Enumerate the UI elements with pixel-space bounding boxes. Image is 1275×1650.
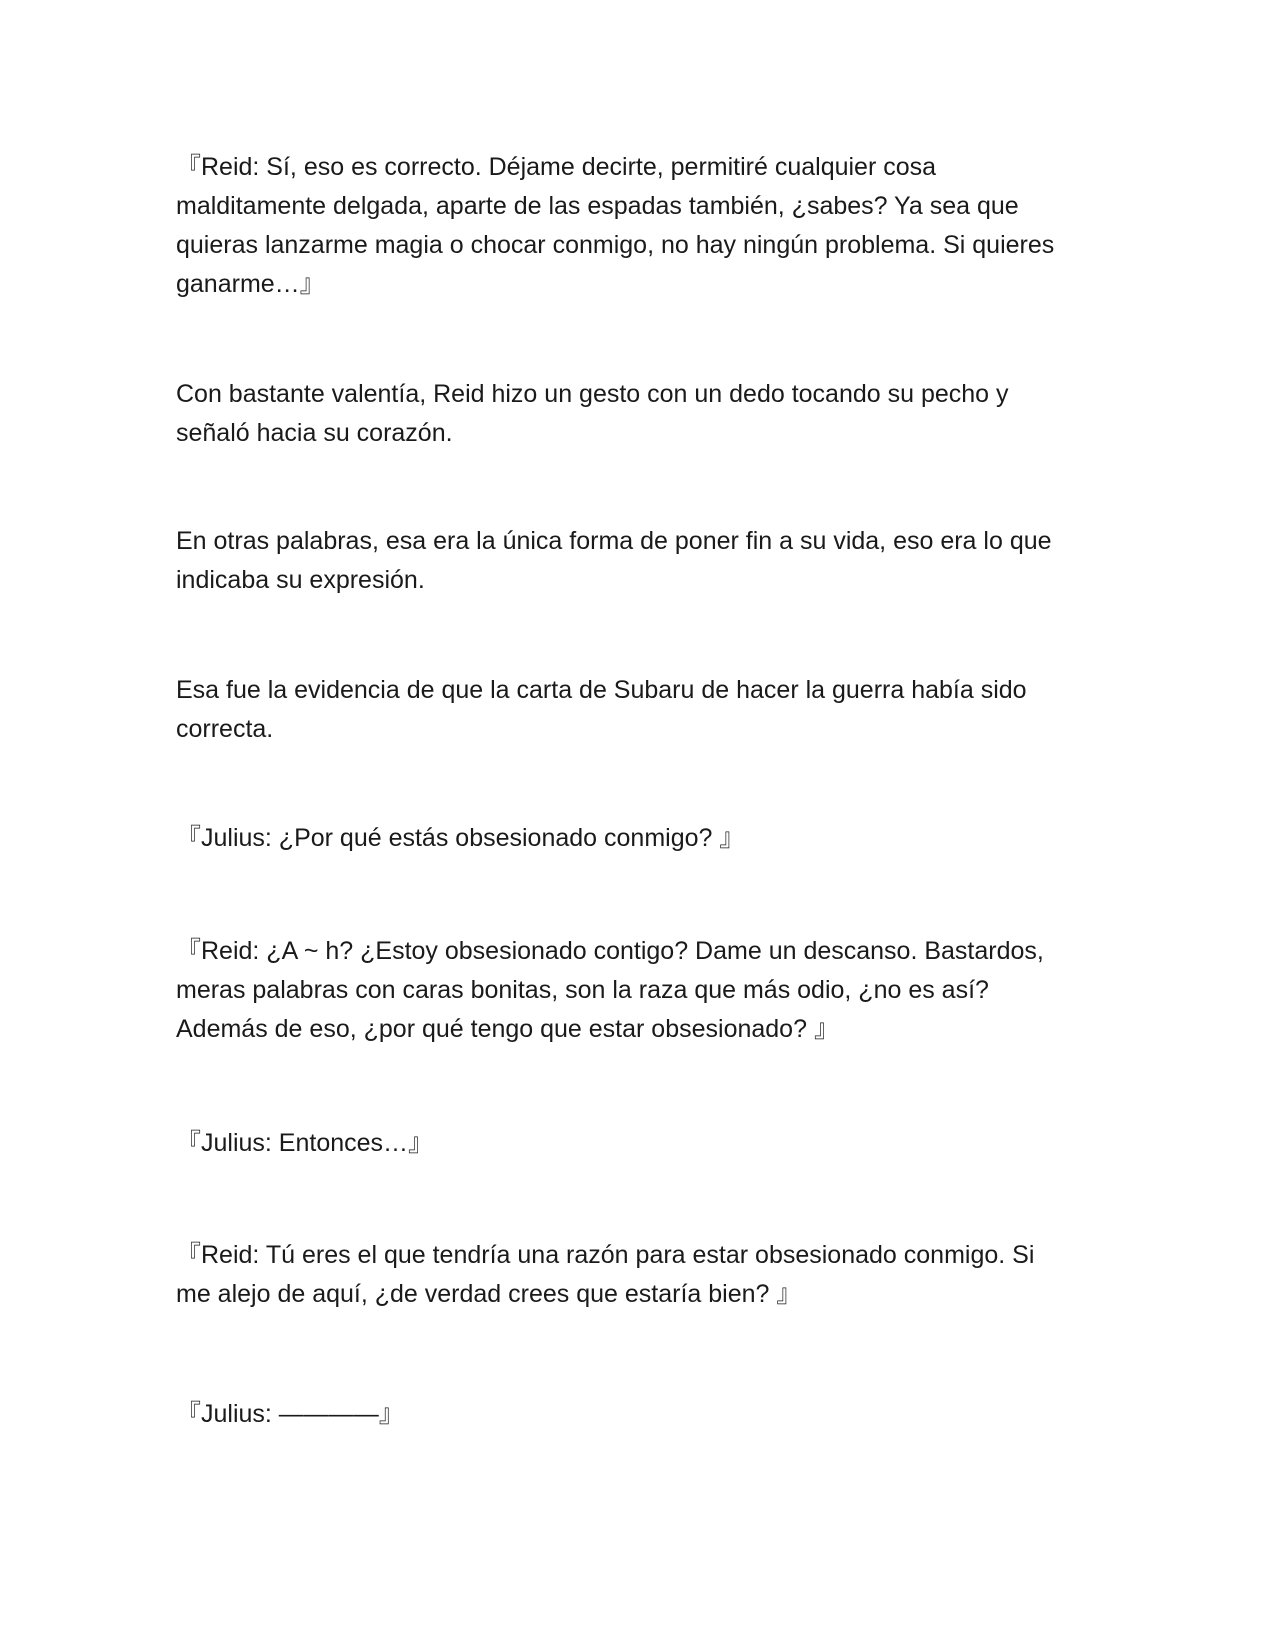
paragraph-julius-2: 『Julius: Entonces…』 [176, 1129, 434, 1157]
paragraph-narration-2: En otras palabras, esa era la única forma de poner fin a su vida, eso era lo que indicaba su expresión. [176, 527, 1052, 594]
paragraph-julius-1: 『Julius: ¿Por qué estás obsesionado conmigo? 』 [176, 824, 745, 852]
paragraph-julius-3: 『Julius: ————』 [176, 1400, 404, 1428]
paragraph-reid-2: 『Reid: ¿A ~ h? ¿Estoy obsesionado contigo? Dame un descanso. Bastardos, meras palabras con caras bonitas, son la raza que más odio, ¿no es así? Además de eso, ¿por qué tengo que estar obsesionado? 』 [176, 937, 1044, 1043]
paragraph-narration-1: Con bastante valentía, Reid hizo un gesto con un dedo tocando su pecho y señaló hacia su corazón. [176, 380, 1009, 447]
paragraph-reid-1: 『Reid: Sí, eso es correcto. Déjame decirte, permitiré cualquier cosa malditamente delgada, aparte de las espadas también, ¿sabes? Ya sea que quieras lanzarme magia o chocar conmigo, no hay ningún problema. Si quieres ganarme…』 [176, 153, 1055, 298]
paragraph-reid-3: 『Reid: Tú eres el que tendría una razón para estar obsesionado conmigo. Si me alejo de aquí, ¿de verdad crees que estaría bien? 』 [176, 1241, 1035, 1308]
paragraph-narration-3: Esa fue la evidencia de que la carta de Subaru de hacer la guerra había sido correcta. [176, 676, 1027, 743]
